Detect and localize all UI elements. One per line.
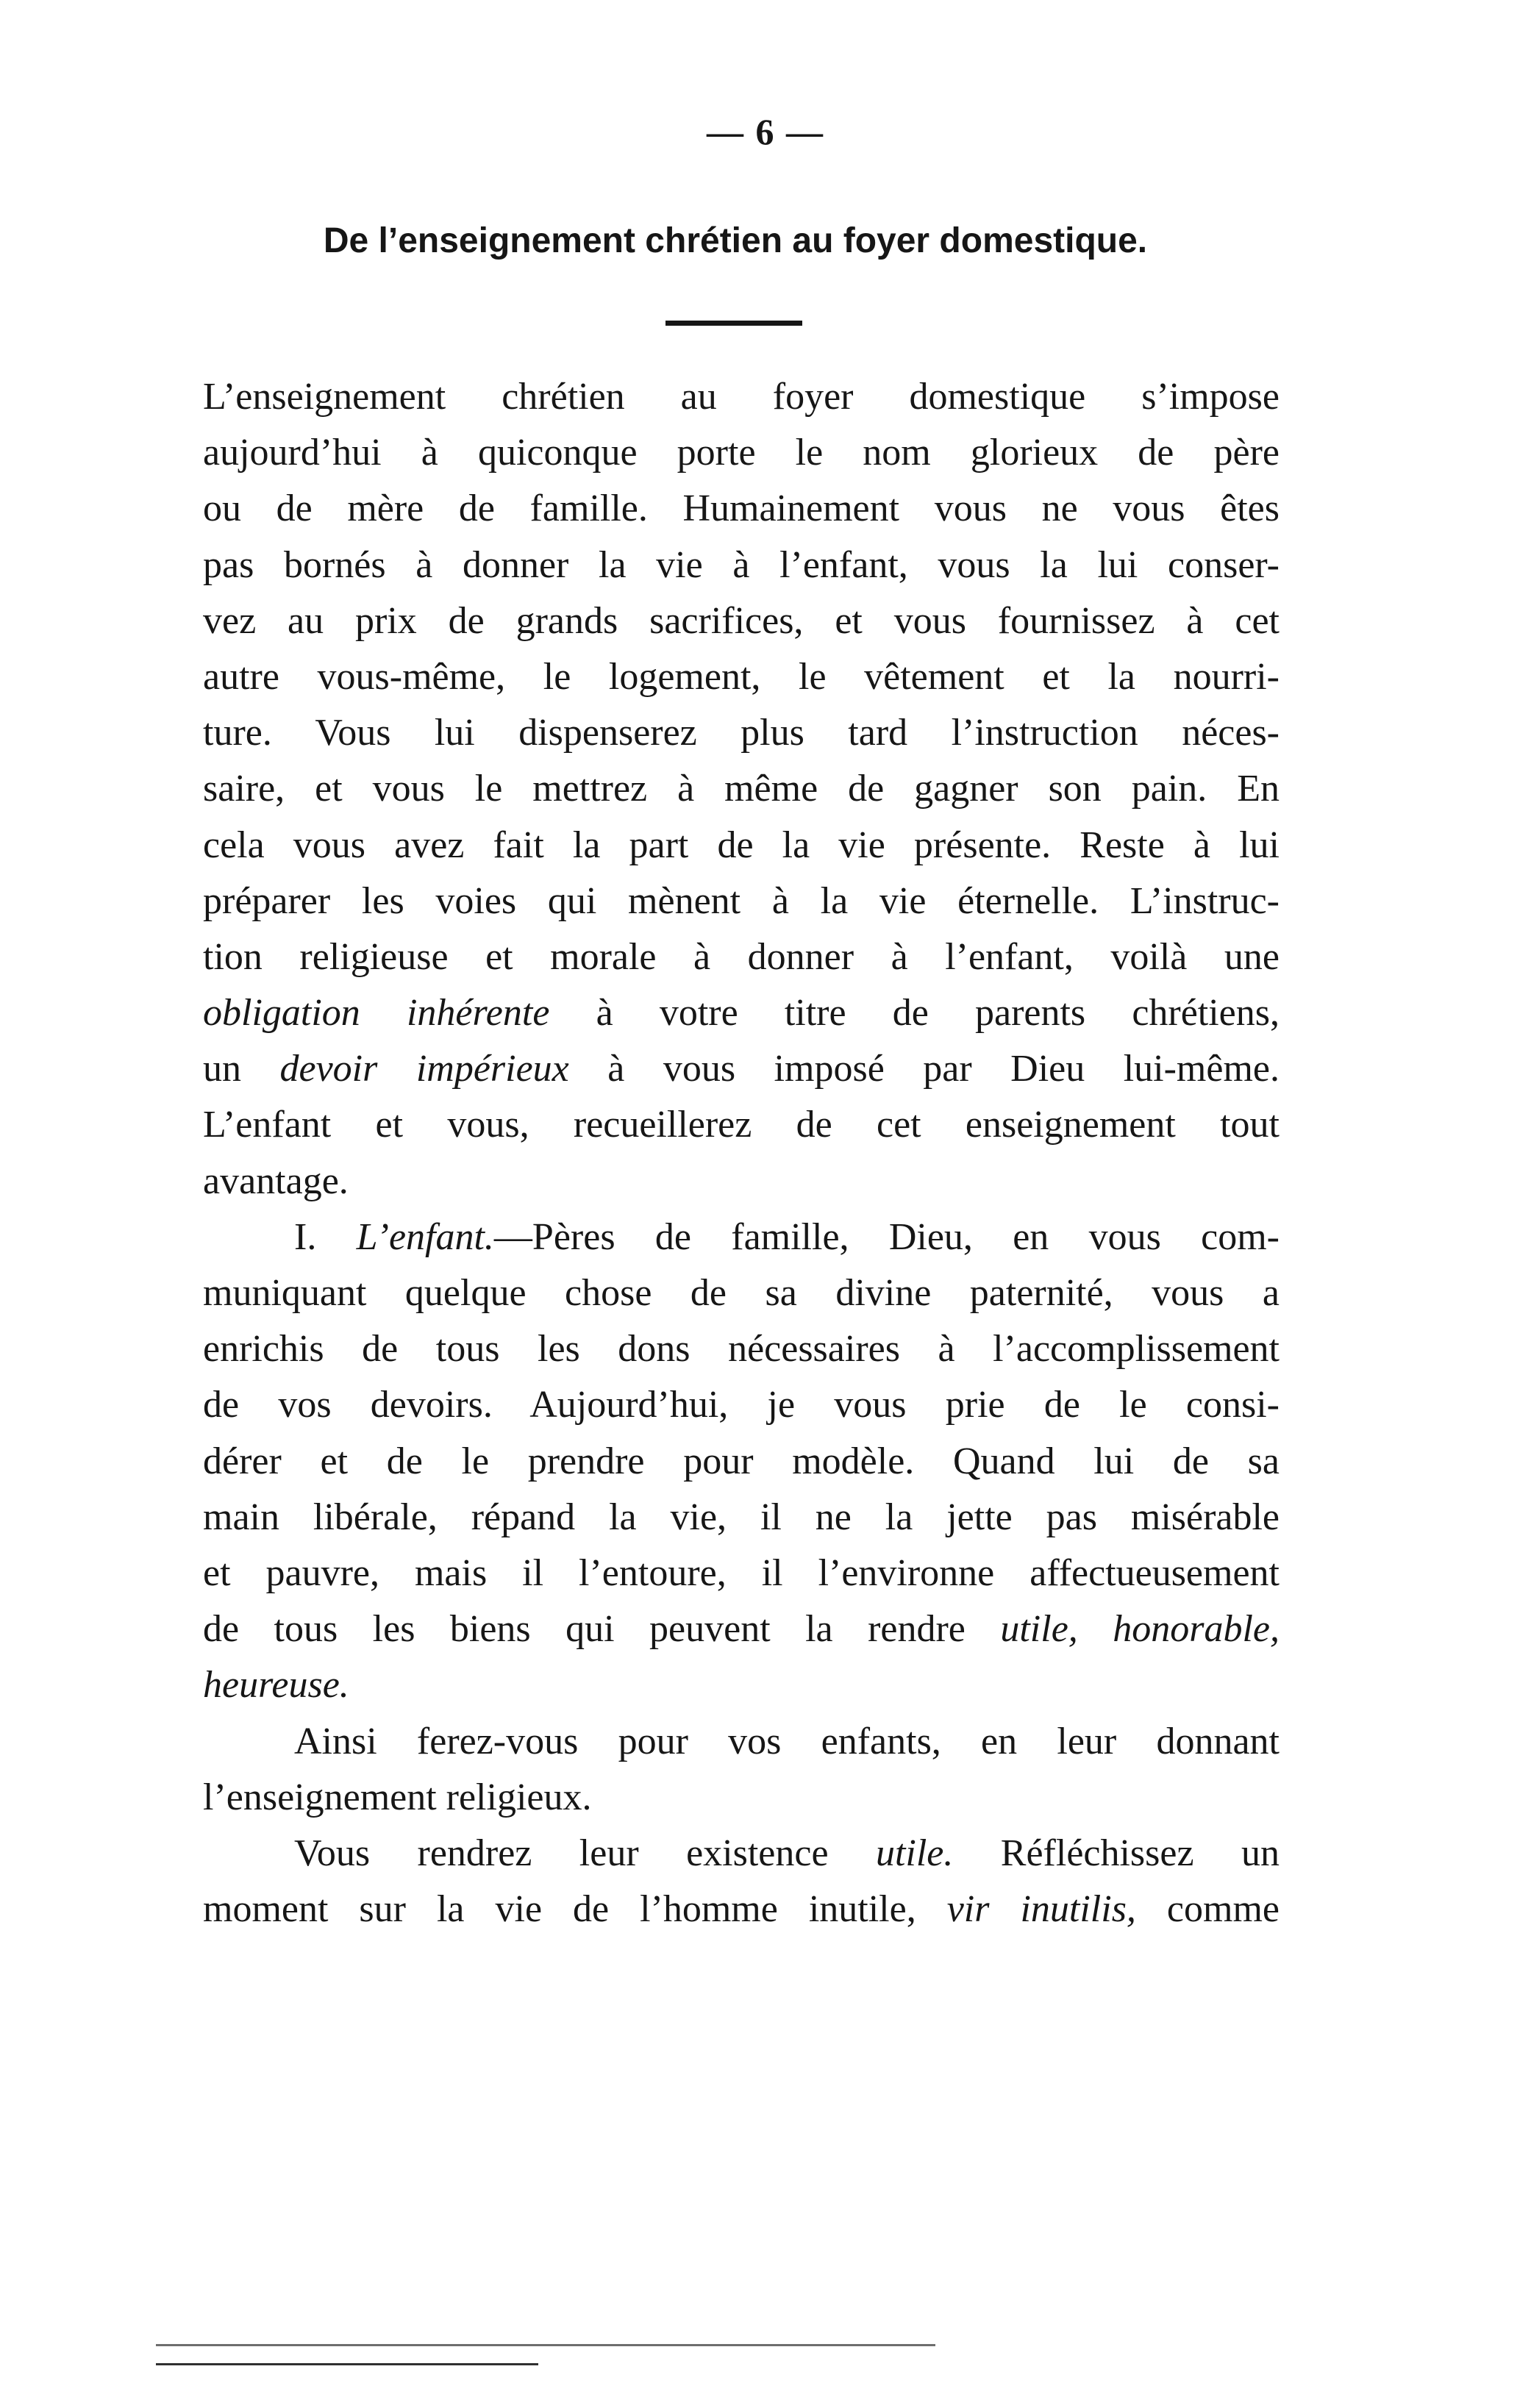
text-segment: à votre titre de parents chrétiens,: [549, 992, 1280, 1035]
text-line: [203, 369, 1280, 425]
text-segment: main libérale, répand la vie, il ne la jette pas misérable: [203, 1496, 1280, 1538]
text-line: [203, 1826, 1280, 1882]
text-line: [203, 1546, 1280, 1601]
text-segment: ou de mère de famille. Humainement vous ne vous êtes: [203, 487, 1280, 530]
text-segment: de vos devoirs. Aujourd’hui, je vous prie de le consi-: [203, 1384, 1280, 1426]
text-segment: dérer et de le prendre pour modèle. Quand lui de sa: [203, 1440, 1280, 1482]
text-segment: cela vous avez fait la part de la vie présente. Reste à lui: [203, 823, 1280, 866]
text-segment: autre vous-même, le logement, le vêtement et la nourri-: [203, 655, 1280, 698]
italic-text: devoir impérieux: [279, 1048, 569, 1090]
text-line: [203, 985, 1280, 1041]
text-line: [203, 1377, 1280, 1433]
text-line: [203, 481, 1280, 537]
text-segment: L’enseignement chrétien au foyer domestique s’impose: [203, 376, 1280, 418]
footer-rule-upper: [156, 2344, 935, 2346]
text-line: [203, 425, 1280, 481]
title-divider: [665, 321, 802, 326]
text-segment: Vous rendrez leur existence: [294, 1832, 876, 1874]
text-segment: enrichis de tous les dons nécessaires à l’accomplissement: [203, 1328, 1280, 1371]
text-segment: aujourd’hui à quiconque porte le nom glorieux de père: [203, 432, 1280, 474]
chapter-title: De l’enseignement chrétien au foyer domestique.: [323, 221, 1148, 260]
italic-text: vir inutilis,: [946, 1888, 1136, 1931]
text-line: [203, 929, 1280, 985]
text-line: [203, 1265, 1280, 1321]
text-segment: saire, et vous le mettrez à même de gagner son pain. En: [203, 768, 1280, 810]
text-segment: ture. Vous lui dispenserez plus tard l’instruction néces-: [203, 712, 1280, 754]
text-segment: pas bornés à donner la vie à l’enfant, vous la lui conser-: [203, 543, 1280, 586]
text-line: [203, 593, 1280, 649]
text-line: [203, 1097, 1280, 1153]
text-segment: vez au prix de grands sacrifices, et vous fournissez à cet: [203, 599, 1280, 642]
italic-text: utile.: [875, 1832, 954, 1874]
text-line: [203, 1210, 1280, 1265]
text-segment: Réfléchissez un: [953, 1832, 1280, 1874]
text-line: [203, 1657, 1280, 1713]
italic-text: obligation inhérente: [203, 992, 550, 1035]
text-line: [203, 537, 1280, 593]
text-line: [203, 818, 1280, 873]
text-line: [203, 873, 1280, 929]
text-segment: moment sur la vie de l’homme inutile,: [203, 1888, 947, 1931]
text-segment: un: [203, 1048, 280, 1090]
text-line: [203, 1714, 1280, 1770]
footer-rule-lower: [156, 2363, 538, 2365]
text-line: [203, 649, 1280, 705]
italic-text: L’enfant.: [356, 1215, 494, 1258]
text-line: [203, 1490, 1280, 1546]
text-segment: préparer les voies qui mènent à la vie éternelle. L’instruc-: [203, 879, 1280, 922]
text-segment: I.: [294, 1215, 357, 1258]
page-number: — 6 —: [707, 111, 824, 152]
text-segment: comme: [1135, 1888, 1280, 1931]
text-line: [203, 1601, 1280, 1657]
text-segment: avantage.: [203, 1160, 349, 1202]
text-segment: l’enseignement religieux.: [203, 1776, 592, 1818]
text-segment: Ainsi ferez-vous pour vos enfants, en leur donnant: [294, 1720, 1280, 1762]
italic-text: utile, honorable,: [1000, 1608, 1280, 1651]
text-segment: muniquant quelque chose de sa divine paternité, vous a: [203, 1272, 1280, 1314]
text-line: [203, 1434, 1280, 1490]
text-segment: à vous imposé par Dieu lui-même.: [568, 1048, 1280, 1090]
text-segment: —Pères de famille, Dieu, en vous com-: [493, 1215, 1280, 1258]
text-line: [203, 1041, 1280, 1097]
text-line: [203, 1882, 1280, 1937]
text-line: [203, 705, 1280, 761]
italic-text: heureuse.: [203, 1664, 349, 1707]
text-line: [203, 761, 1280, 817]
body-text: [203, 369, 1280, 1937]
text-segment: de tous les biens qui peuvent la rendre: [203, 1608, 1001, 1651]
text-segment: et pauvre, mais il l’entoure, il l’environne affectueusement: [203, 1551, 1280, 1594]
text-line: [203, 1154, 1280, 1210]
text-line: [203, 1770, 1280, 1826]
text-segment: L’enfant et vous, recueillerez de cet enseignement tout: [203, 1104, 1280, 1146]
text-line: [203, 1321, 1280, 1377]
text-segment: tion religieuse et morale à donner à l’enfant, voilà une: [203, 935, 1280, 978]
